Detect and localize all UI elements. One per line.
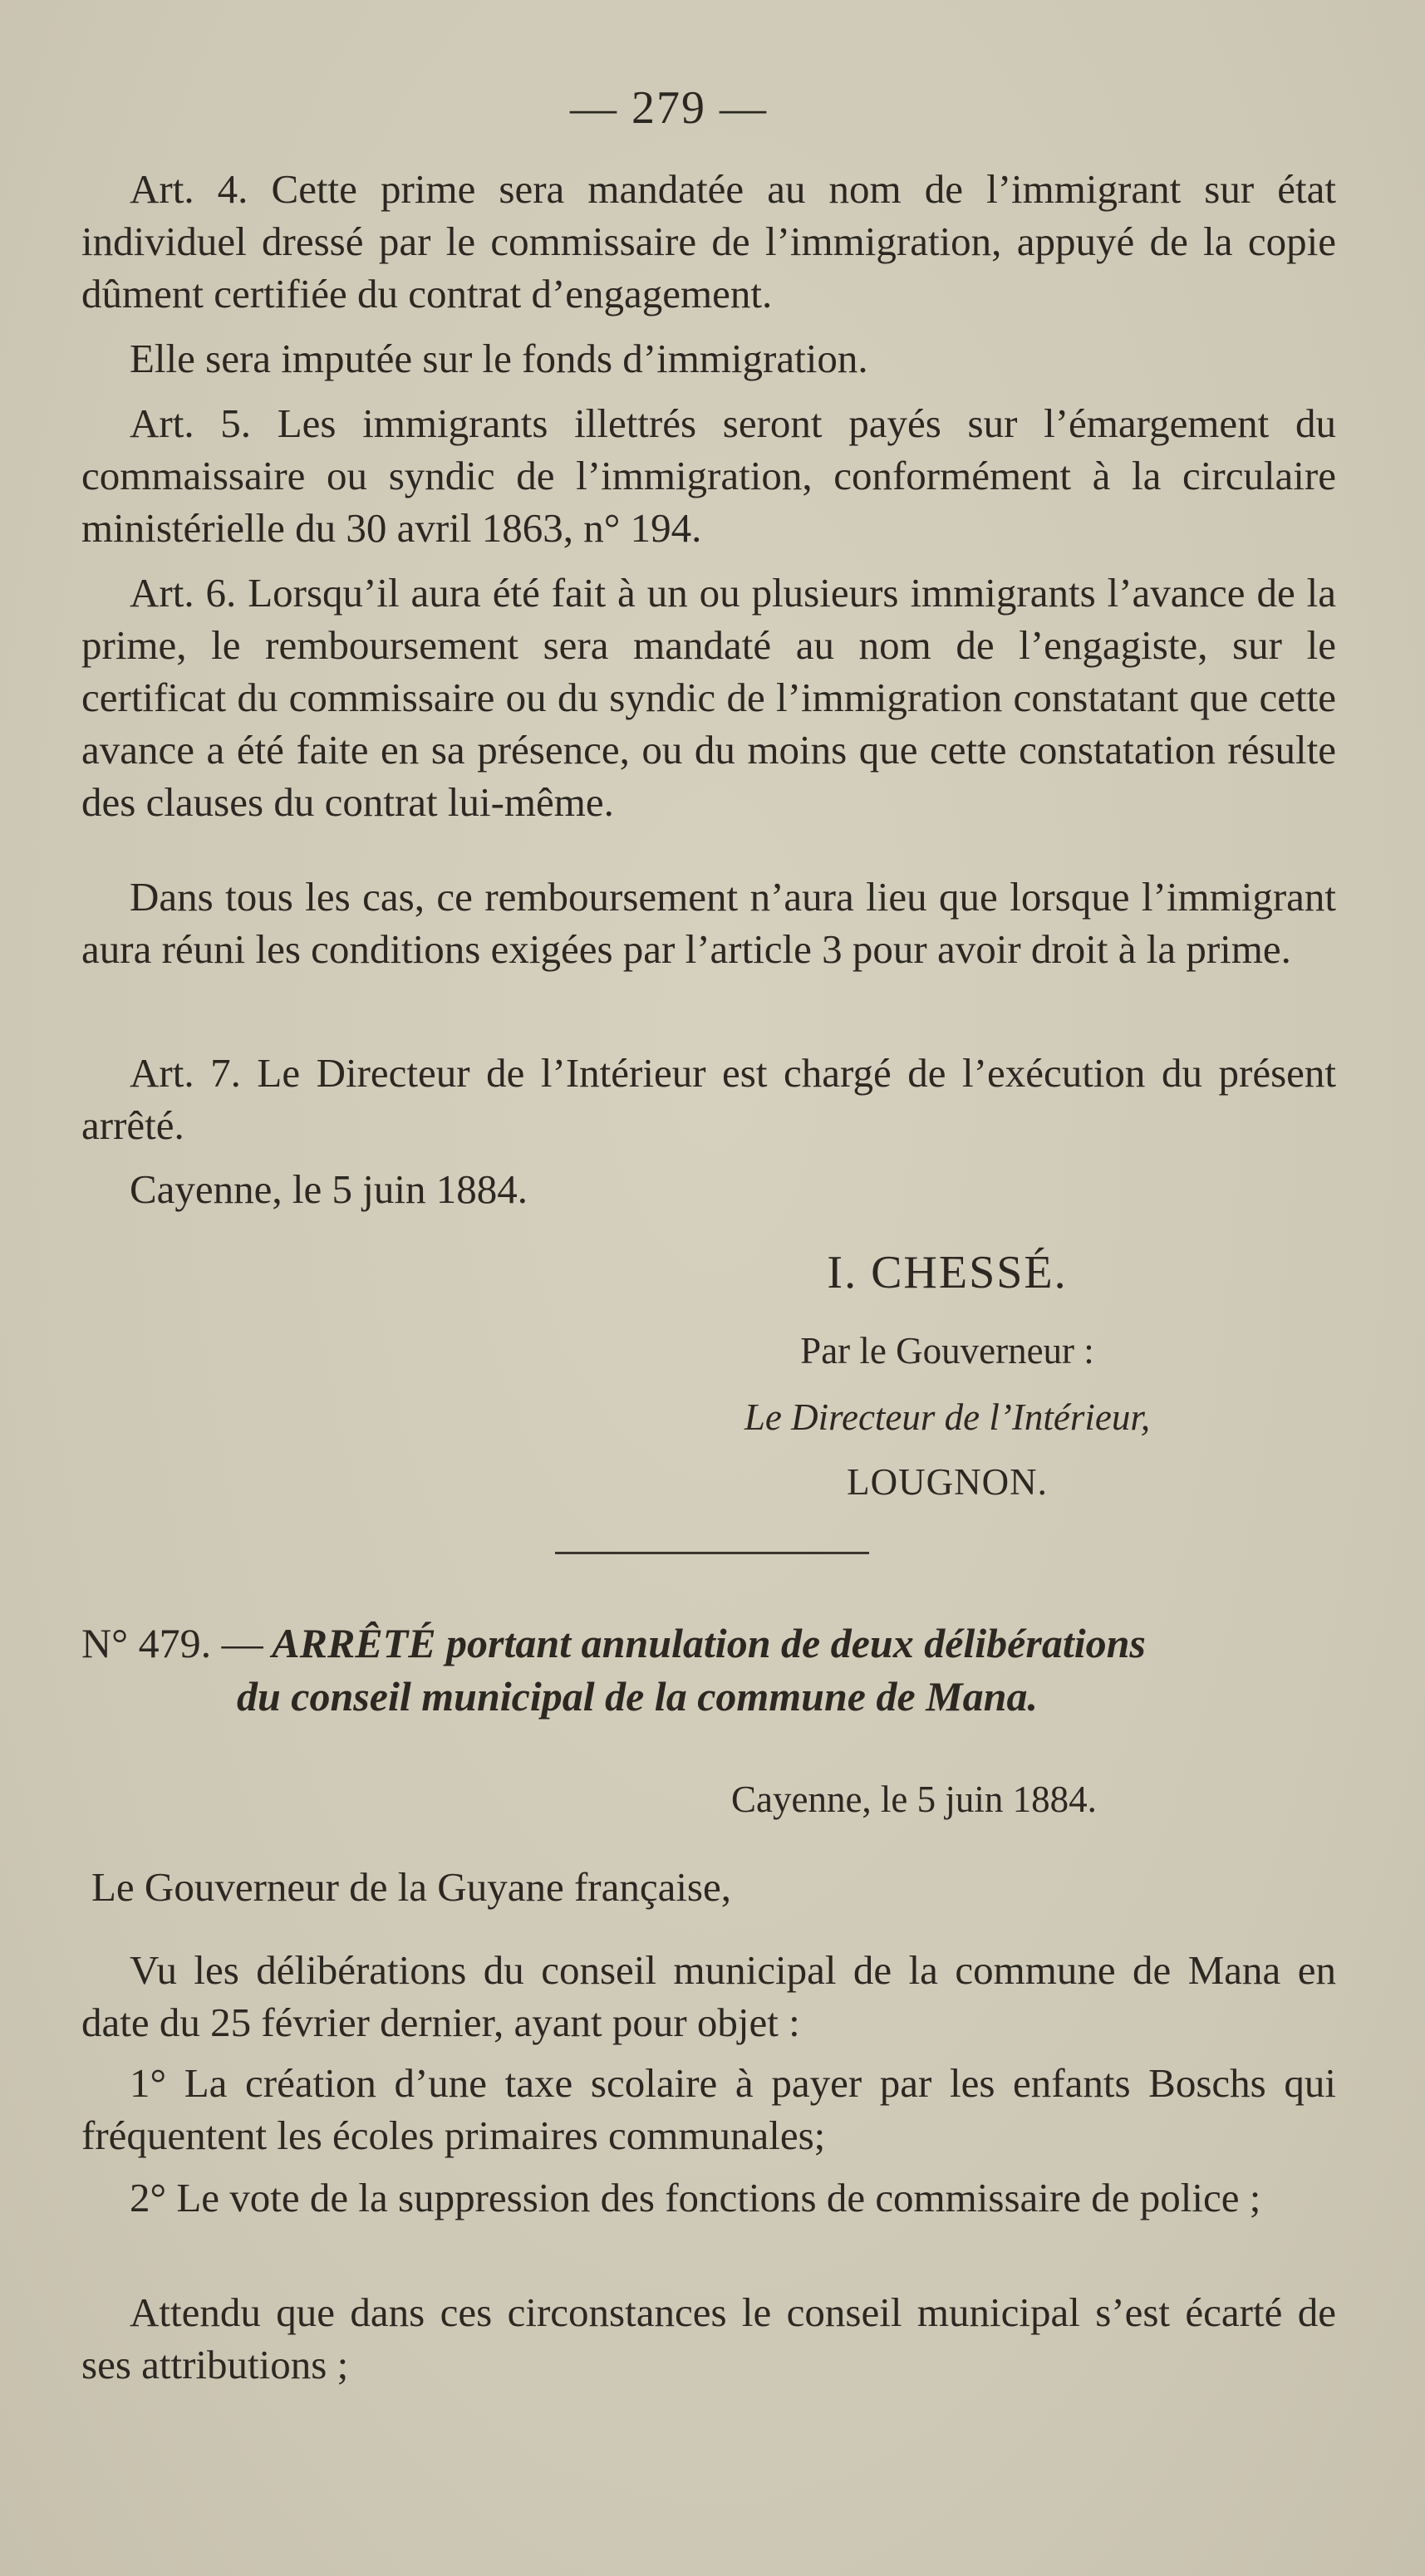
decree-number: N° 479. — bbox=[81, 1620, 263, 1666]
article-7: Art. 7. Le Directeur de l’Intérieur est chargé de l’exécution du présent arrêté. bbox=[81, 1050, 1336, 1148]
section-divider bbox=[555, 1552, 869, 1554]
decree-heading bbox=[81, 1617, 1336, 1670]
director-title: Le Directeur de l’Intérieur, bbox=[744, 1396, 1151, 1438]
considering-paragraph: Vu les délibérations du conseil municipal de la commune de Mana en date du 25 février dernier, ayant pour objet : bbox=[81, 1947, 1336, 2045]
article-4-funding: Elle sera imputée sur le fonds d’immigration. bbox=[130, 336, 868, 381]
page-number: — 279 — bbox=[570, 82, 768, 134]
item-1: 1° La création d’une taxe scolaire à payer par les enfants Boschs qui fréquentent les écoles primaires communales; bbox=[81, 2060, 1336, 2158]
article-4: Art. 4. Cette prime sera mandatée au nom de l’immigrant sur état individuel dressé par le commissaire de l’immigration, appuyé de la copie dûment certifiée du contrat d’engagement. bbox=[81, 166, 1336, 316]
decree-title-line1: ARRÊTÉ portant annulation de deux délibérations bbox=[272, 1620, 1146, 1666]
article-6: Art. 6. Lorsqu’il aura été fait à un ou plusieurs immigrants l’avance de la prime, le remboursement sera mandaté au nom de l’engagiste, sur le certificat du commissaire ou du syndic de l’immigration constatant que cette avance a été faite en sa présence, ou du moins que cette constatation résulte des clauses du contrat lui-même. bbox=[81, 570, 1336, 825]
signature-name: I. CHESSÉ. bbox=[827, 1247, 1068, 1298]
article-6-reimbursement: Dans tous les cas, ce remboursement n’aura lieu que lorsque l’immigrant aura réuni les conditions exigées par l’article 3 pour avoir droit à la prime. bbox=[81, 874, 1336, 972]
signer-name: LOUGNON. bbox=[847, 1461, 1048, 1503]
attendu-paragraph: Attendu que dans ces circonstances le conseil municipal s’est écarté de ses attributions ; bbox=[81, 2289, 1336, 2387]
governor-line: Le Gouverneur de la Guyane française, bbox=[91, 1864, 732, 1910]
item-2: 2° Le vote de la suppression des fonctions de commissaire de police ; bbox=[130, 2175, 1261, 2220]
decree-place-date: Cayenne, le 5 juin 1884. bbox=[731, 1779, 1097, 1820]
article-5: Art. 5. Les immigrants illettrés seront payés sur l’émargement du commaissaire ou syndic de l’immigration, conformément à la circulaire ministérielle du 30 avril 1863, n° 194. bbox=[81, 400, 1336, 551]
place-date-1: Cayenne, le 5 juin 1884. bbox=[130, 1166, 528, 1212]
by-governor: Par le Gouverneur : bbox=[800, 1330, 1094, 1371]
decree-title-line2: du conseil municipal de la commune de Mana. bbox=[237, 1673, 1038, 1720]
